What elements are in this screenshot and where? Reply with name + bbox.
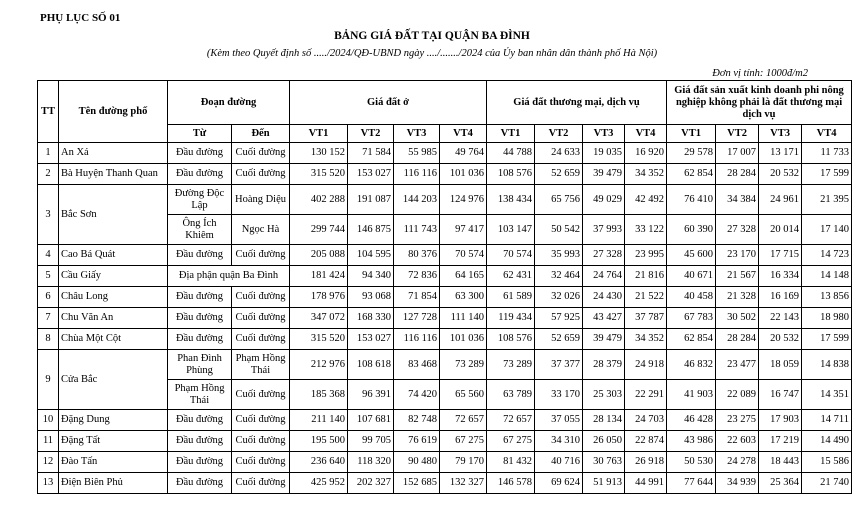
segment-from: Phạm Hồng Thái: [168, 380, 232, 410]
segment-from: Đầu đường: [168, 431, 232, 452]
residential-vt3: 116 116: [394, 164, 440, 185]
nonagri-vt4: 21 740: [802, 473, 852, 494]
nonagri-vt4: 14 351: [802, 380, 852, 410]
nonagri-vt4: 13 856: [802, 287, 852, 308]
nonagri-vt2: 28 284: [716, 164, 759, 185]
residential-vt1: 299 744: [290, 215, 348, 245]
nonagri-vt1: 62 854: [667, 164, 716, 185]
row-number: 9: [38, 350, 59, 410]
header-vt4: VT4: [625, 125, 667, 143]
nonagri-vt2: 23 275: [716, 410, 759, 431]
residential-vt3: 111 743: [394, 215, 440, 245]
table-row: [38, 143, 852, 164]
row-number: 4: [38, 245, 59, 266]
header-vt3: VT3: [394, 125, 440, 143]
commercial-vt4: 42 492: [625, 185, 667, 215]
segment-from: Đầu đường: [168, 143, 232, 164]
segment-from: Đầu đường: [168, 245, 232, 266]
commercial-vt2: 52 659: [535, 164, 583, 185]
residential-vt3: 82 748: [394, 410, 440, 431]
nonagri-vt3: 16 747: [759, 380, 802, 410]
table-row: [38, 164, 852, 185]
residential-vt4: 101 036: [440, 164, 487, 185]
segment-to: Ngọc Hà: [232, 215, 290, 245]
street-name: Đào Tấn: [59, 452, 168, 473]
commercial-vt1: 67 275: [487, 431, 535, 452]
nonagri-vt4: 14 838: [802, 350, 852, 380]
commercial-vt4: 22 874: [625, 431, 667, 452]
residential-vt2: 191 087: [348, 185, 394, 215]
street-name: Chùa Một Cột: [59, 329, 168, 350]
unit-label: Đơn vị tính: 1000đ/m2: [712, 68, 808, 79]
nonagri-vt3: 17 903: [759, 410, 802, 431]
nonagri-vt2: 21 567: [716, 266, 759, 287]
row-number: 3: [38, 185, 59, 245]
nonagri-vt1: 43 986: [667, 431, 716, 452]
row-number: 6: [38, 287, 59, 308]
row-number: 12: [38, 452, 59, 473]
segment-from: Đầu đường: [168, 452, 232, 473]
residential-vt4: 67 275: [440, 431, 487, 452]
segment-from: Đầu đường: [168, 164, 232, 185]
segment-from: Ông Ích Khiêm: [168, 215, 232, 245]
segment-to: Cuối đường: [232, 473, 290, 494]
segment-from: Đầu đường: [168, 287, 232, 308]
nonagri-vt1: 40 458: [667, 287, 716, 308]
commercial-vt2: 52 659: [535, 329, 583, 350]
row-number: 1: [38, 143, 59, 164]
table-row: [38, 452, 852, 473]
appendix-label: PHỤ LỤC SỐ 01: [40, 12, 121, 24]
nonagri-vt4: 14 723: [802, 245, 852, 266]
nonagri-vt3: 24 961: [759, 185, 802, 215]
residential-vt1: 402 288: [290, 185, 348, 215]
commercial-vt3: 49 029: [583, 185, 625, 215]
header-vt4: VT4: [440, 125, 487, 143]
residential-vt2: 93 068: [348, 287, 394, 308]
commercial-vt4: 37 787: [625, 308, 667, 329]
nonagri-vt2: 24 278: [716, 452, 759, 473]
segment-to: Cuối đường: [232, 287, 290, 308]
commercial-vt1: 70 574: [487, 245, 535, 266]
residential-vt4: 63 300: [440, 287, 487, 308]
residential-vt3: 127 728: [394, 308, 440, 329]
nonagri-vt3: 18 443: [759, 452, 802, 473]
residential-vt3: 90 480: [394, 452, 440, 473]
nonagri-vt2: 22 603: [716, 431, 759, 452]
street-name: Cao Bá Quát: [59, 245, 168, 266]
residential-vt3: 83 468: [394, 350, 440, 380]
nonagri-vt2: 21 328: [716, 287, 759, 308]
nonagri-vt1: 29 578: [667, 143, 716, 164]
commercial-vt2: 37 055: [535, 410, 583, 431]
table-row: [38, 329, 852, 350]
street-name: Cầu Giấy: [59, 266, 168, 287]
nonagri-vt1: 76 410: [667, 185, 716, 215]
header-segment: Đoạn đường: [168, 81, 290, 125]
residential-vt1: 178 976: [290, 287, 348, 308]
nonagri-vt4: 15 586: [802, 452, 852, 473]
row-number: 13: [38, 473, 59, 494]
nonagri-vt4: 18 980: [802, 308, 852, 329]
residential-vt3: 152 685: [394, 473, 440, 494]
street-name: Bắc Sơn: [59, 185, 168, 245]
commercial-vt4: 22 291: [625, 380, 667, 410]
residential-vt1: 185 368: [290, 380, 348, 410]
residential-vt1: 425 952: [290, 473, 348, 494]
commercial-vt1: 62 431: [487, 266, 535, 287]
commercial-vt3: 39 479: [583, 164, 625, 185]
nonagri-vt3: 16 334: [759, 266, 802, 287]
commercial-vt1: 73 289: [487, 350, 535, 380]
commercial-vt3: 43 427: [583, 308, 625, 329]
street-name: An Xá: [59, 143, 168, 164]
table-body: [38, 143, 852, 494]
residential-vt1: 236 640: [290, 452, 348, 473]
residential-vt2: 168 330: [348, 308, 394, 329]
residential-vt2: 202 327: [348, 473, 394, 494]
street-name: Châu Long: [59, 287, 168, 308]
nonagri-vt2: 23 477: [716, 350, 759, 380]
commercial-vt2: 40 716: [535, 452, 583, 473]
commercial-vt4: 23 995: [625, 245, 667, 266]
table-row: [38, 308, 852, 329]
residential-vt2: 96 391: [348, 380, 394, 410]
residential-vt3: 76 619: [394, 431, 440, 452]
commercial-vt4: 21 522: [625, 287, 667, 308]
segment-from: Đường Độc Lập: [168, 185, 232, 215]
segment-to: Hoàng Diệu: [232, 185, 290, 215]
commercial-vt1: 119 434: [487, 308, 535, 329]
commercial-vt3: 24 430: [583, 287, 625, 308]
nonagri-vt4: 14 711: [802, 410, 852, 431]
commercial-vt3: 26 050: [583, 431, 625, 452]
row-number: 2: [38, 164, 59, 185]
commercial-vt3: 30 763: [583, 452, 625, 473]
table-row: [38, 266, 852, 287]
header-residential: Giá đất ở: [290, 81, 487, 125]
header-tt: TT: [38, 81, 59, 143]
residential-vt1: 195 500: [290, 431, 348, 452]
nonagri-vt4: 17 599: [802, 329, 852, 350]
table-row: [38, 410, 852, 431]
street-name: Bà Huyện Thanh Quan: [59, 164, 168, 185]
nonagri-vt2: 30 502: [716, 308, 759, 329]
residential-vt4: 72 657: [440, 410, 487, 431]
nonagri-vt4: 14 490: [802, 431, 852, 452]
land-price-table: [37, 80, 852, 494]
nonagri-vt1: 45 600: [667, 245, 716, 266]
segment-to: Cuối đường: [232, 410, 290, 431]
commercial-vt4: 33 122: [625, 215, 667, 245]
header-vt1: VT1: [290, 125, 348, 143]
commercial-vt3: 28 134: [583, 410, 625, 431]
residential-vt1: 347 072: [290, 308, 348, 329]
residential-vt2: 104 595: [348, 245, 394, 266]
commercial-vt3: 27 328: [583, 245, 625, 266]
residential-vt3: 80 376: [394, 245, 440, 266]
nonagri-vt3: 13 171: [759, 143, 802, 164]
residential-vt1: 315 520: [290, 164, 348, 185]
residential-vt4: 79 170: [440, 452, 487, 473]
segment-from: Đầu đường: [168, 329, 232, 350]
residential-vt3: 144 203: [394, 185, 440, 215]
commercial-vt3: 37 993: [583, 215, 625, 245]
street-name: Cửa Bắc: [59, 350, 168, 410]
commercial-vt2: 33 170: [535, 380, 583, 410]
nonagri-vt2: 27 328: [716, 215, 759, 245]
commercial-vt1: 108 576: [487, 164, 535, 185]
residential-vt3: 55 985: [394, 143, 440, 164]
segment-from: Đầu đường: [168, 308, 232, 329]
street-name: Điện Biên Phủ: [59, 473, 168, 494]
nonagri-vt1: 46 832: [667, 350, 716, 380]
commercial-vt1: 44 788: [487, 143, 535, 164]
residential-vt3: 72 836: [394, 266, 440, 287]
commercial-vt3: 28 379: [583, 350, 625, 380]
nonagri-vt1: 40 671: [667, 266, 716, 287]
segment-to: Cuối đường: [232, 143, 290, 164]
header-street: Tên đường phố: [59, 81, 168, 143]
segment-from: Đầu đường: [168, 410, 232, 431]
residential-vt2: 94 340: [348, 266, 394, 287]
header-vt3: VT3: [759, 125, 802, 143]
nonagri-vt1: 46 428: [667, 410, 716, 431]
commercial-vt4: 21 816: [625, 266, 667, 287]
residential-vt4: 124 976: [440, 185, 487, 215]
commercial-vt2: 50 542: [535, 215, 583, 245]
commercial-vt2: 32 026: [535, 287, 583, 308]
commercial-vt4: 16 920: [625, 143, 667, 164]
street-name: Đặng Tất: [59, 431, 168, 452]
row-number: 11: [38, 431, 59, 452]
commercial-vt2: 37 377: [535, 350, 583, 380]
residential-vt1: 205 088: [290, 245, 348, 266]
row-number: 8: [38, 329, 59, 350]
residential-vt1: 130 152: [290, 143, 348, 164]
table-row: [38, 185, 852, 215]
residential-vt2: 153 027: [348, 164, 394, 185]
header-commercial: Giá đất thương mại, dịch vụ: [487, 81, 667, 125]
commercial-vt4: 44 991: [625, 473, 667, 494]
nonagri-vt1: 60 390: [667, 215, 716, 245]
residential-vt2: 153 027: [348, 329, 394, 350]
street-name: Chu Văn An: [59, 308, 168, 329]
residential-vt3: 74 420: [394, 380, 440, 410]
residential-vt1: 181 424: [290, 266, 348, 287]
commercial-vt2: 24 633: [535, 143, 583, 164]
commercial-vt2: 34 310: [535, 431, 583, 452]
residential-vt4: 49 764: [440, 143, 487, 164]
nonagri-vt2: 34 384: [716, 185, 759, 215]
header-vt1: VT1: [487, 125, 535, 143]
segment-to: Cuối đường: [232, 452, 290, 473]
segment-to: Phạm Hồng Thái: [232, 350, 290, 380]
residential-vt3: 116 116: [394, 329, 440, 350]
residential-vt2: 71 584: [348, 143, 394, 164]
segment-range: Địa phận quận Ba Đình: [168, 266, 290, 287]
row-number: 10: [38, 410, 59, 431]
nonagri-vt2: 22 089: [716, 380, 759, 410]
residential-vt4: 70 574: [440, 245, 487, 266]
nonagri-vt1: 67 783: [667, 308, 716, 329]
commercial-vt4: 24 918: [625, 350, 667, 380]
commercial-vt4: 26 918: [625, 452, 667, 473]
nonagri-vt1: 50 530: [667, 452, 716, 473]
segment-to: Cuối đường: [232, 380, 290, 410]
nonagri-vt3: 22 143: [759, 308, 802, 329]
header-to: Đến: [232, 125, 290, 143]
header-vt3: VT3: [583, 125, 625, 143]
nonagri-vt3: 20 532: [759, 164, 802, 185]
residential-vt4: 132 327: [440, 473, 487, 494]
nonagri-vt2: 23 170: [716, 245, 759, 266]
segment-to: Cuối đường: [232, 245, 290, 266]
nonagri-vt2: 34 939: [716, 473, 759, 494]
commercial-vt1: 63 789: [487, 380, 535, 410]
segment-to: Cuối đường: [232, 164, 290, 185]
nonagri-vt2: 17 007: [716, 143, 759, 164]
header-vt2: VT2: [716, 125, 759, 143]
header-vt2: VT2: [348, 125, 394, 143]
residential-vt1: 212 976: [290, 350, 348, 380]
residential-vt4: 97 417: [440, 215, 487, 245]
header-vt2: VT2: [535, 125, 583, 143]
residential-vt3: 71 854: [394, 287, 440, 308]
commercial-vt1: 61 589: [487, 287, 535, 308]
header-from: Từ: [168, 125, 232, 143]
document-subtitle: (Kèm theo Quyết định số ...../2024/QĐ-UBND ngày ..../......./2024 của Ủy ban nhân dân thành phố Hà Nội): [206, 48, 658, 59]
nonagri-vt3: 20 532: [759, 329, 802, 350]
nonagri-vt4: 17 599: [802, 164, 852, 185]
commercial-vt1: 72 657: [487, 410, 535, 431]
residential-vt2: 107 681: [348, 410, 394, 431]
header-vt1: VT1: [667, 125, 716, 143]
segment-from: Phan Đình Phùng: [168, 350, 232, 380]
row-number: 5: [38, 266, 59, 287]
nonagri-vt4: 17 140: [802, 215, 852, 245]
nonagri-vt2: 28 284: [716, 329, 759, 350]
street-name: Đặng Dung: [59, 410, 168, 431]
residential-vt2: 108 618: [348, 350, 394, 380]
commercial-vt3: 39 479: [583, 329, 625, 350]
commercial-vt1: 103 147: [487, 215, 535, 245]
nonagri-vt3: 20 014: [759, 215, 802, 245]
commercial-vt4: 34 352: [625, 329, 667, 350]
segment-from: Đầu đường: [168, 473, 232, 494]
commercial-vt3: 19 035: [583, 143, 625, 164]
commercial-vt2: 57 925: [535, 308, 583, 329]
commercial-vt1: 81 432: [487, 452, 535, 473]
nonagri-vt1: 77 644: [667, 473, 716, 494]
nonagri-vt3: 17 715: [759, 245, 802, 266]
nonagri-vt1: 41 903: [667, 380, 716, 410]
table-row: [38, 473, 852, 494]
nonagri-vt3: 16 169: [759, 287, 802, 308]
nonagri-vt3: 17 219: [759, 431, 802, 452]
commercial-vt3: 24 764: [583, 266, 625, 287]
table-row: [38, 287, 852, 308]
row-number: 7: [38, 308, 59, 329]
commercial-vt3: 51 913: [583, 473, 625, 494]
nonagri-vt3: 18 059: [759, 350, 802, 380]
commercial-vt2: 65 756: [535, 185, 583, 215]
commercial-vt1: 146 578: [487, 473, 535, 494]
residential-vt1: 315 520: [290, 329, 348, 350]
residential-vt2: 99 705: [348, 431, 394, 452]
nonagri-vt4: 14 148: [802, 266, 852, 287]
table-row: [38, 245, 852, 266]
document-title: BẢNG GIÁ ĐẤT TẠI QUẬN BA ĐÌNH: [334, 30, 530, 42]
nonagri-vt4: 21 395: [802, 185, 852, 215]
segment-to: Cuối đường: [232, 308, 290, 329]
commercial-vt2: 32 464: [535, 266, 583, 287]
residential-vt4: 73 289: [440, 350, 487, 380]
commercial-vt2: 69 624: [535, 473, 583, 494]
commercial-vt4: 24 703: [625, 410, 667, 431]
commercial-vt2: 35 993: [535, 245, 583, 266]
segment-to: Cuối đường: [232, 329, 290, 350]
table-row: [38, 431, 852, 452]
nonagri-vt1: 62 854: [667, 329, 716, 350]
segment-to: Cuối đường: [232, 431, 290, 452]
residential-vt2: 146 875: [348, 215, 394, 245]
commercial-vt4: 34 352: [625, 164, 667, 185]
header-vt4: VT4: [802, 125, 852, 143]
header-nonagri: Giá đất sản xuất kinh doanh phi nông nghiệp không phải là đất thương mại dịch vụ: [667, 81, 852, 125]
commercial-vt3: 25 303: [583, 380, 625, 410]
commercial-vt1: 108 576: [487, 329, 535, 350]
nonagri-vt3: 25 364: [759, 473, 802, 494]
commercial-vt1: 138 434: [487, 185, 535, 215]
residential-vt4: 101 036: [440, 329, 487, 350]
residential-vt4: 111 140: [440, 308, 487, 329]
residential-vt4: 64 165: [440, 266, 487, 287]
residential-vt4: 65 560: [440, 380, 487, 410]
residential-vt2: 118 320: [348, 452, 394, 473]
nonagri-vt4: 11 733: [802, 143, 852, 164]
residential-vt1: 211 140: [290, 410, 348, 431]
table-row: [38, 350, 852, 380]
